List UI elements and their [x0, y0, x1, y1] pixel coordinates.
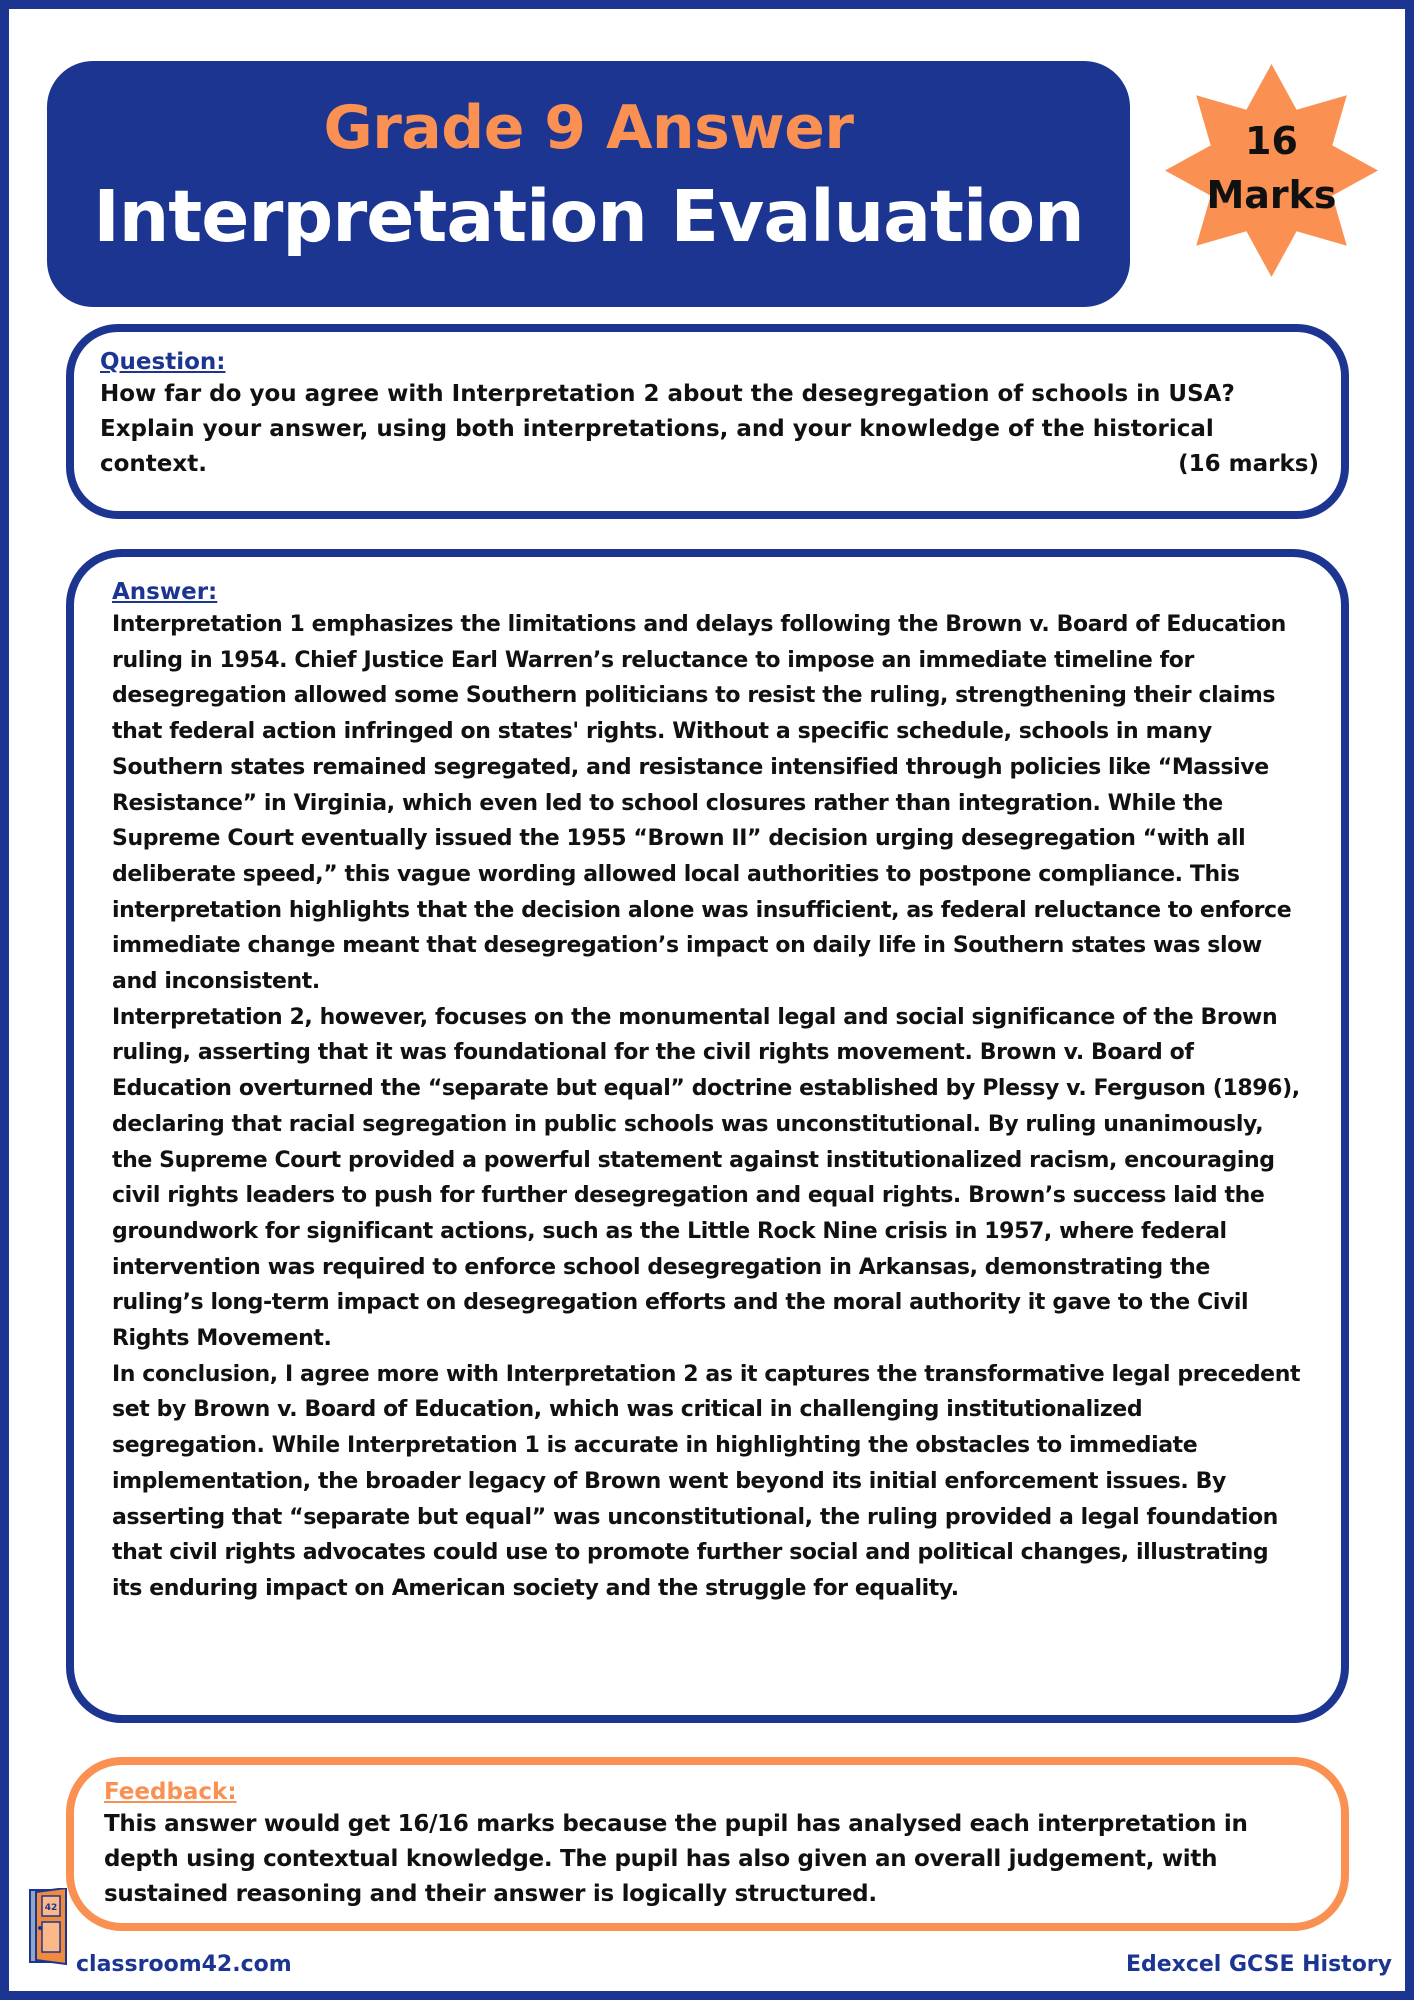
- answer-paragraph-interpretation-1: Interpretation 1 emphasizes the limitations and delays following the Brown v. Board of Education ruling in 1954. Chief Justice Earl Warren’s reluctance to impose an immediate timeline for desegregation allowed some Southern politicians to resist the ruling, strengthening their claims that federal action infringed on states' rights. Without a specific schedule, schools in many Southern states remained segregated, and resistance intensified through policies like “Massive Resistance” in Virginia, which even led to school closures rather than integration. While the Supreme Court eventually issued the 1955 “Brown II” decision urging desegregation “with all deliberate speed,” this vague wording allowed local authorities to postpone compliance. This interpretation highlights that the decision alone was insufficient, as federal reluctance to enforce immediate change meant that desegregation’s impact on daily life in Southern states was slow and inconsistent.: [112, 612, 1292, 995]
- answer-paragraph-interpretation-2: Interpretation 2, however, focuses on the monumental legal and social significance of the Brown ruling, asserting that it was foundational for the civil rights movement. Brown v. Board of Education overturned the “separate but equal” doctrine established by Plessy v. Ferguson (1896), declaring that racial segregation in public schools was unconstitutional. By ruling unanimously, the Supreme Court provided a powerful statement against institutionalized racism, encouraging civil rights leaders to push for further desegregation and equal rights. Brown’s success laid the groundwork for significant actions, such as the Little Rock Nine crisis in 1957, where federal intervention was required to enforce school desegregation in Arkansas, demonstrating the ruling’s long-term impact on desegregation efforts and the moral authority it gave to the Civil Rights Movement.: [112, 1004, 1300, 1352]
- marks-badge: [1165, 64, 1378, 277]
- question-marks: (16 marks): [1178, 451, 1319, 477]
- answer-text: [112, 607, 1301, 1607]
- title-banner: [47, 61, 1130, 307]
- feedback-text: This answer would get 16/16 marks because the pupil has analysed each interpretation in depth using contextual knowledge. The pupil has also given an overall judgement, with sustained reasoning and their answer is logically structured.: [104, 1811, 1248, 1907]
- marks-number: 16: [1245, 119, 1298, 163]
- question-label: Question:: [100, 349, 226, 375]
- page-title: Interpretation Evaluation: [93, 175, 1084, 258]
- grade-heading: Grade 9 Answer: [323, 93, 854, 163]
- marks-label: Marks: [1206, 173, 1337, 217]
- door-icon: [26, 1888, 72, 1968]
- footer-course-label: Edexcel GCSE History: [1125, 1952, 1392, 1977]
- question-text-block: [100, 377, 1319, 482]
- marks-badge-text: [1165, 114, 1378, 222]
- answer-paragraph-conclusion: In conclusion, I agree more with Interpretation 2 as it captures the transformative legal precedent set by Brown v. Board of Education, which was critical in challenging institutionalized segregation. While Interpretation 1 is accurate in highlighting the obstacles to immediate implementation, the broader legacy of Brown went beyond its initial enforcement issues. By asserting that “separate but equal” was unconstitutional, the ruling provided a legal foundation that civil rights advocates could use to promote further social and political changes, illustrating its enduring impact on American society and the struggle for equality.: [112, 1361, 1301, 1601]
- footer-site-link[interactable]: classroom42.com: [76, 1952, 292, 1977]
- answer-label: Answer:: [112, 579, 218, 605]
- feedback-label: Feedback:: [104, 1779, 237, 1805]
- feedback-box: [66, 1757, 1349, 1931]
- door-logo-number: 42: [44, 1903, 58, 1913]
- classroom42-door-logo: [26, 1888, 72, 1968]
- question-box: [66, 324, 1349, 519]
- question-text: How far do you agree with Interpretation 2 about the desegregation of schools in USA? Explain your answer, using both interpretations, and your knowledge of the historical context.: [100, 381, 1235, 477]
- answer-box: [66, 549, 1349, 1723]
